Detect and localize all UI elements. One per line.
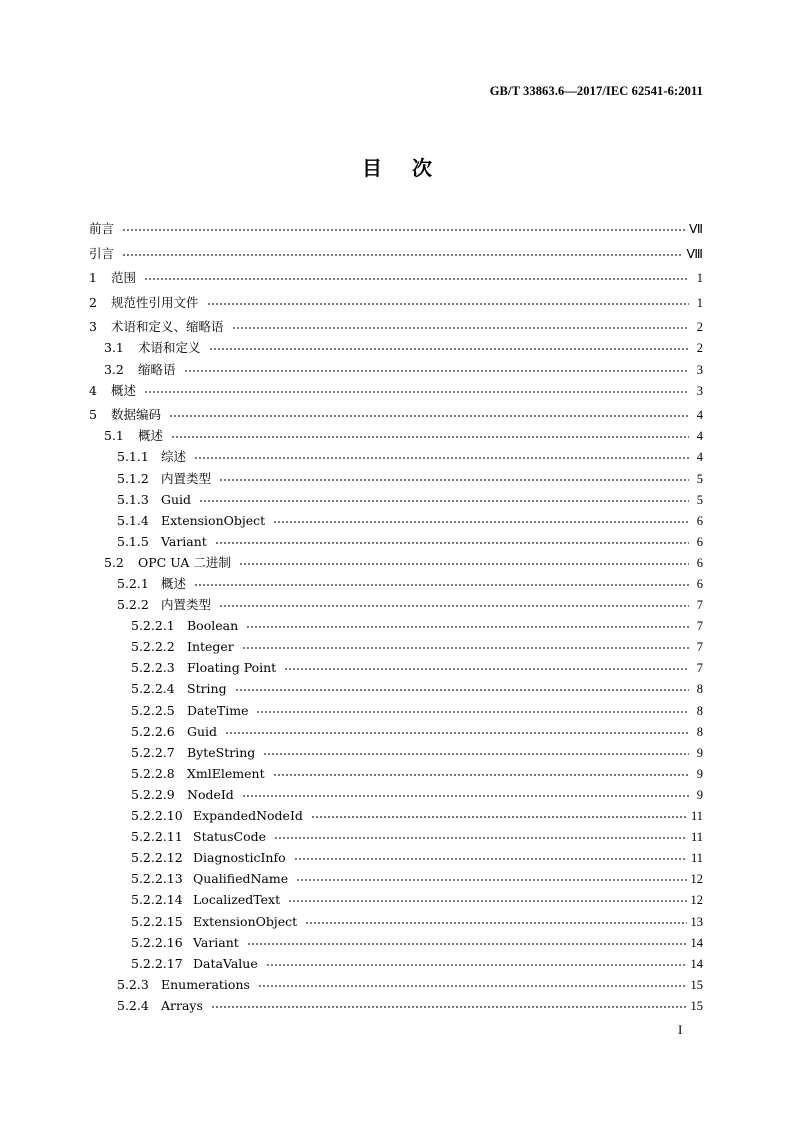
toc-entry[interactable] bbox=[89, 244, 703, 265]
toc-entry-page: 4 bbox=[696, 408, 703, 423]
toc-entry-label: DiagnosticInfo bbox=[193, 850, 286, 866]
toc-entry[interactable] bbox=[89, 293, 703, 314]
toc-leader-dots bbox=[209, 340, 689, 354]
toc-entry-page: 7 bbox=[696, 619, 703, 634]
toc-leader-dots bbox=[305, 914, 686, 928]
toc-entry[interactable] bbox=[89, 360, 703, 381]
toc-entry-label: 缩略语 bbox=[138, 361, 176, 377]
toc-entry[interactable] bbox=[89, 996, 703, 1017]
toc-entry[interactable] bbox=[89, 595, 703, 616]
toc-leader-dots bbox=[144, 383, 689, 397]
toc-entry-number: 5.2.2.13 bbox=[131, 871, 183, 887]
toc-leader-dots bbox=[288, 892, 686, 906]
toc-entry[interactable] bbox=[89, 469, 703, 490]
toc-entry-page: 1 bbox=[696, 295, 703, 310]
toc-entry-number: 5.2.2.7 bbox=[131, 744, 175, 760]
toc-entry-label: 概述 bbox=[138, 428, 164, 444]
toc-entry-label: Integer bbox=[187, 639, 234, 655]
toc-entry-page: 2 bbox=[696, 341, 703, 356]
toc-entry-page: 7 bbox=[696, 661, 703, 676]
toc-entry-label: 内置类型 bbox=[161, 597, 212, 613]
toc-entry[interactable] bbox=[89, 701, 703, 722]
toc-entry[interactable] bbox=[89, 722, 703, 743]
toc-entry-page: 2 bbox=[696, 320, 703, 335]
toc-entry-label: 规范性引用文件 bbox=[111, 294, 199, 310]
toc-entry-number: 5.2.2.17 bbox=[131, 955, 183, 971]
toc-entry-number: 5.2.2.1 bbox=[131, 618, 175, 634]
toc-entry[interactable] bbox=[89, 827, 703, 848]
toc-entry-number: 5.2.2.6 bbox=[131, 723, 175, 739]
toc-entry-label: 概述 bbox=[111, 382, 137, 398]
toc-entry-label: ExtensionObject bbox=[193, 913, 298, 929]
toc-entry-label: Arrays bbox=[161, 997, 203, 1013]
toc-entry-number: 2 bbox=[89, 294, 97, 310]
toc-entry-page: 11 bbox=[690, 830, 703, 845]
toc-entry-label: Boolean bbox=[187, 618, 239, 634]
toc-entry[interactable] bbox=[89, 338, 703, 359]
toc-leader-dots bbox=[242, 787, 689, 801]
toc-entry-label: StatusCode bbox=[193, 829, 267, 845]
toc-leader-dots bbox=[194, 576, 689, 590]
toc-entry-page: 1 bbox=[696, 271, 703, 286]
toc-leader-dots bbox=[239, 555, 689, 569]
toc-entry-page: 13 bbox=[690, 914, 703, 929]
toc-entry[interactable] bbox=[89, 658, 703, 679]
toc-entry-label: 范围 bbox=[111, 270, 137, 286]
toc-entry-number: 5.2.3 bbox=[117, 976, 149, 992]
toc-entry-label: OPC UA 二进制 bbox=[138, 554, 231, 570]
toc-leader-dots bbox=[207, 295, 689, 309]
toc-entry-number: 5.2 bbox=[104, 554, 124, 570]
toc-entry-label: 术语和定义 bbox=[138, 340, 201, 356]
toc-entry[interactable] bbox=[89, 975, 703, 996]
toc-entry[interactable] bbox=[89, 574, 703, 595]
toc-entry-label: 引言 bbox=[89, 245, 115, 261]
toc-entry-number: 5.2.2.2 bbox=[131, 639, 175, 655]
toc-entry[interactable] bbox=[89, 490, 703, 511]
toc-entry[interactable] bbox=[89, 553, 703, 574]
toc-leader-dots bbox=[211, 998, 687, 1012]
toc-entry-label: 术语和定义、缩略语 bbox=[111, 319, 224, 335]
toc-leader-dots bbox=[144, 270, 689, 284]
toc-entry-number: 5.1.5 bbox=[117, 533, 149, 549]
toc-leader-dots bbox=[235, 681, 689, 695]
toc-entry-number: 3.1 bbox=[104, 340, 124, 356]
toc-leader-dots bbox=[266, 956, 687, 970]
toc-entry[interactable] bbox=[89, 381, 703, 402]
toc-entry-page: 7 bbox=[696, 598, 703, 613]
toc-leader-dots bbox=[232, 319, 689, 333]
toc-leader-dots bbox=[263, 745, 689, 759]
toc-entry-page: 3 bbox=[696, 383, 703, 398]
toc-entry-number: 5.2.2.15 bbox=[131, 913, 183, 929]
page-number: I bbox=[678, 1022, 683, 1037]
toc-entry-number: 5.2.2 bbox=[117, 597, 149, 613]
toc-leader-dots bbox=[171, 428, 689, 442]
toc-entry-label: Enumerations bbox=[161, 976, 250, 992]
toc-leader-dots bbox=[247, 935, 687, 949]
toc-entry-label: 内置类型 bbox=[161, 470, 212, 486]
toc-entry-page: 6 bbox=[696, 555, 703, 570]
toc-entry-number: 5.2.2.8 bbox=[131, 765, 175, 781]
toc-entry[interactable] bbox=[89, 532, 703, 553]
toc-entry[interactable] bbox=[89, 785, 703, 806]
toc-entry-number: 5.2.2.9 bbox=[131, 786, 175, 802]
document-code: GB/T 33863.6—2017/IEC 62541-6:2011 bbox=[489, 84, 703, 98]
toc-leader-dots bbox=[284, 660, 689, 674]
toc-entry[interactable] bbox=[89, 743, 703, 764]
toc-entry-page: 15 bbox=[690, 998, 703, 1013]
toc-leader-dots bbox=[169, 407, 689, 421]
toc-entry[interactable] bbox=[89, 890, 703, 911]
toc-entry[interactable] bbox=[89, 616, 703, 637]
toc-entry-page: 5 bbox=[696, 471, 703, 486]
toc-leader-dots bbox=[273, 766, 689, 780]
toc-entry-number: 1 bbox=[89, 270, 97, 286]
toc-entry-page: 6 bbox=[696, 577, 703, 591]
toc-entry-number: 5.2.2.4 bbox=[131, 681, 175, 697]
toc-entry-label: 综述 bbox=[161, 449, 187, 465]
toc-entry-label: Floating Point bbox=[187, 660, 277, 676]
toc-leader-dots bbox=[219, 471, 689, 485]
toc-entry-number: 5.2.2.5 bbox=[131, 702, 175, 718]
toc-leader-dots bbox=[225, 724, 689, 738]
toc-entry-page: 4 bbox=[696, 429, 703, 444]
toc-entry[interactable] bbox=[89, 912, 703, 933]
toc-entry[interactable] bbox=[89, 933, 703, 954]
toc-entry[interactable] bbox=[89, 219, 703, 240]
toc-entry-number: 5.2.2.14 bbox=[131, 892, 183, 908]
toc-entry-label: Guid bbox=[161, 491, 192, 507]
toc-entry-number: 5.1.2 bbox=[117, 470, 149, 486]
toc-leader-dots bbox=[242, 639, 689, 653]
toc-leader-dots bbox=[273, 513, 689, 527]
toc-entry-page: 8 bbox=[696, 724, 703, 739]
toc-entry-number: 5.2.2.3 bbox=[131, 660, 175, 676]
toc-leader-dots bbox=[311, 808, 687, 822]
toc-entry[interactable] bbox=[89, 317, 703, 338]
toc-entry-label: 概述 bbox=[161, 576, 187, 591]
toc-entry[interactable] bbox=[89, 764, 703, 785]
toc-entry-number: 5.1.3 bbox=[117, 491, 149, 507]
toc-entry[interactable] bbox=[89, 426, 703, 447]
toc-entry-label: ByteString bbox=[187, 744, 256, 760]
toc-entry[interactable] bbox=[89, 806, 703, 827]
toc-entry-page: 9 bbox=[696, 745, 703, 760]
toc-entry-page: 8 bbox=[696, 703, 703, 718]
toc-leader-dots bbox=[215, 534, 689, 548]
toc-entry-page: 14 bbox=[690, 956, 703, 971]
toc-leader-dots bbox=[219, 597, 689, 611]
toc-entry-number: 5.2.2.12 bbox=[131, 850, 183, 866]
toc-entry-number: 3 bbox=[89, 319, 97, 335]
toc-entry-label: XmlElement bbox=[187, 765, 265, 781]
toc-entry[interactable] bbox=[89, 268, 703, 289]
toc-entry[interactable] bbox=[89, 679, 703, 700]
toc-entry[interactable] bbox=[89, 637, 703, 658]
toc-leader-dots bbox=[296, 871, 686, 885]
toc-entry-label: Variant bbox=[193, 934, 239, 950]
toc-entry-page: 9 bbox=[696, 787, 703, 802]
toc-entry-label: DateTime bbox=[187, 702, 249, 718]
toc-leader-dots bbox=[199, 492, 689, 506]
toc-leader-dots bbox=[274, 829, 687, 843]
toc-entry-page: Ⅶ bbox=[689, 222, 703, 236]
toc-entry-page: 6 bbox=[696, 534, 703, 549]
toc-leader-dots bbox=[294, 850, 687, 864]
toc-entry-label: QualifiedName bbox=[193, 871, 289, 887]
toc-entry-label: LocalizedText bbox=[193, 892, 281, 908]
toc-entry-number: 4 bbox=[89, 382, 97, 398]
toc-entry-number: 5.1.4 bbox=[117, 512, 149, 528]
toc-entry[interactable] bbox=[89, 447, 703, 468]
toc-entry-number: 5.2.2.16 bbox=[131, 934, 183, 950]
toc-entry-page: 4 bbox=[696, 450, 703, 465]
toc-entry-label: Variant bbox=[161, 533, 207, 549]
toc-entry-number: 5.2.4 bbox=[117, 997, 149, 1013]
toc-entry-number: 5.2.2.10 bbox=[131, 808, 183, 824]
toc-entry-page: 12 bbox=[690, 893, 703, 908]
toc-entry-label: 数据编码 bbox=[111, 407, 162, 423]
toc-entry-label: String bbox=[187, 681, 227, 697]
table-of-contents bbox=[89, 219, 703, 1017]
toc-leader-dots bbox=[122, 221, 685, 235]
toc-entry-page: 11 bbox=[690, 809, 703, 824]
toc-entry-number: 5.1.1 bbox=[117, 449, 149, 465]
toc-entry-page: 7 bbox=[696, 640, 703, 655]
toc-entry[interactable] bbox=[89, 511, 703, 532]
toc-leader-dots bbox=[184, 362, 689, 376]
toc-leader-dots bbox=[246, 618, 689, 632]
toc-entry-number: 5.2.2.11 bbox=[131, 829, 183, 845]
toc-entry-label: DataValue bbox=[193, 955, 258, 971]
toc-entry-page: 5 bbox=[696, 492, 703, 507]
toc-leader-dots bbox=[256, 703, 689, 717]
toc-leader-dots bbox=[122, 246, 683, 260]
toc-entry-page: Ⅷ bbox=[686, 246, 703, 261]
toc-entry-label: ExpandedNodeId bbox=[193, 808, 303, 824]
toc-entry[interactable] bbox=[89, 405, 703, 426]
toc-title: 目次 bbox=[362, 156, 462, 180]
toc-entry[interactable] bbox=[89, 848, 703, 869]
toc-entry-number: 5.1 bbox=[104, 428, 124, 444]
toc-entry[interactable] bbox=[89, 954, 703, 975]
toc-entry-label: Guid bbox=[187, 723, 218, 739]
toc-entry-number: 5 bbox=[89, 407, 97, 423]
toc-entry-page: 15 bbox=[690, 977, 703, 992]
toc-entry-page: 9 bbox=[696, 766, 703, 781]
toc-entry[interactable] bbox=[89, 869, 703, 890]
toc-entry-page: 14 bbox=[690, 935, 703, 950]
toc-entry-page: 6 bbox=[696, 513, 703, 528]
toc-entry-label: NodeId bbox=[187, 786, 234, 802]
toc-entry-number: 3.2 bbox=[104, 361, 124, 377]
toc-leader-dots bbox=[258, 977, 687, 991]
toc-entry-page: 3 bbox=[696, 362, 703, 377]
toc-entry-number: 5.2.1 bbox=[117, 576, 149, 591]
toc-leader-dots bbox=[194, 449, 689, 463]
toc-entry-page: 8 bbox=[696, 682, 703, 697]
toc-entry-label: 前言 bbox=[89, 221, 115, 236]
toc-entry-page: 11 bbox=[690, 851, 703, 866]
toc-entry-page: 12 bbox=[690, 872, 703, 887]
toc-entry-label: ExtensionObject bbox=[161, 512, 266, 528]
